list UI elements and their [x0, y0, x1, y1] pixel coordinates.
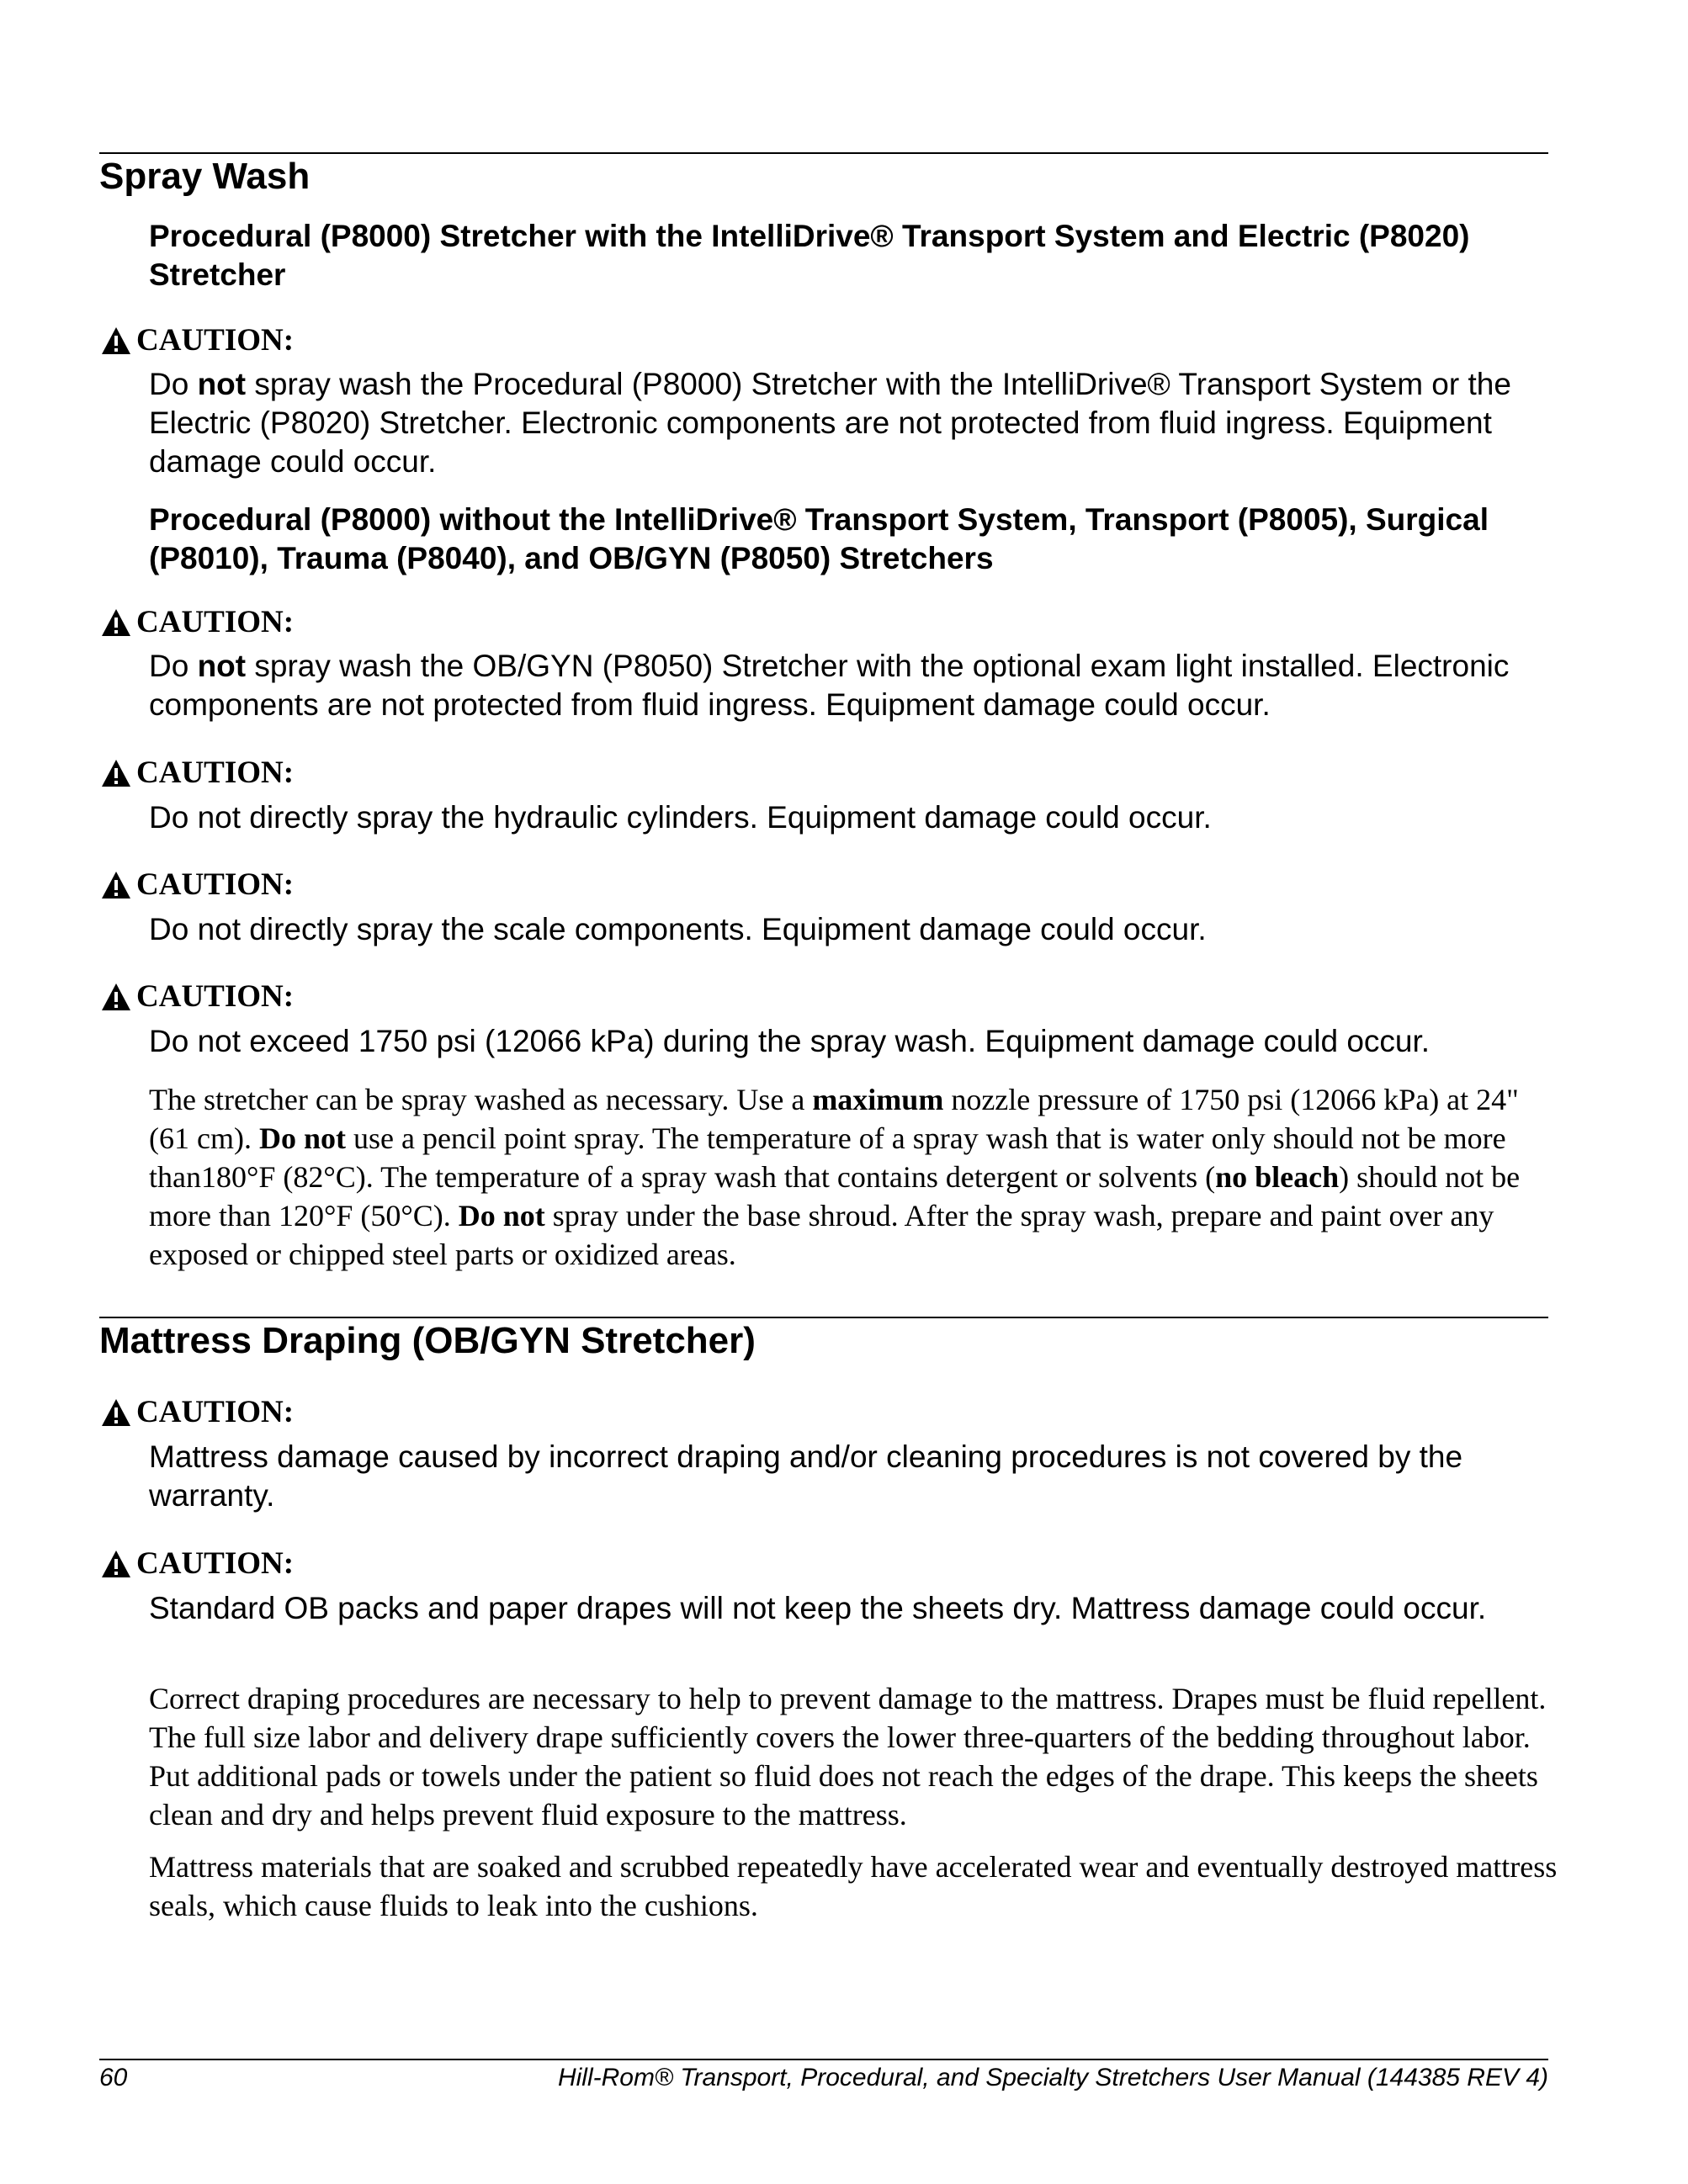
caution-label: CAUTION: — [136, 605, 295, 639]
page-number: 60 — [99, 2064, 128, 2091]
warning-triangle-icon — [101, 759, 131, 787]
caution-text: Do not spray wash the Procedural (P8000) Stretcher with the IntelliDrive® Transport System or the Electric (P8020) Stretcher. Electronic components are not protected from fluid ingress. Equipment damage could occur. — [149, 367, 1511, 479]
section-heading-mattress-draping: Mattress Draping (OB/GYN Stretcher) — [99, 1320, 756, 1361]
section-divider-top — [99, 152, 1548, 154]
caution-text: Do not spray wash the OB/GYN (P8050) Stretcher with the optional exam light installed. Electronic components are not protected from fluid ingress. Equipment damage could occur. — [149, 649, 1510, 722]
footer-divider — [99, 2059, 1548, 2060]
draping-paragraph: Correct draping procedures are necessary to help to prevent damage to the mattress. Drapes must be fluid repellent. The full size labor and delivery drape sufficiently covers the lower three-quarters of the bedding throughout labor. Put additional pads or towels under the patient so fluid does not reach the edges of the drape. This keeps the sheets clean and dry and helps prevent fluid exposure to the mattress. — [149, 1682, 1547, 1831]
caution-header — [101, 1545, 294, 1582]
caution-label: CAUTION: — [136, 323, 295, 358]
caution-header — [101, 604, 294, 641]
section-heading-spray-wash: Spray Wash — [99, 156, 311, 197]
caution-header — [101, 978, 294, 1015]
warning-triangle-icon — [101, 871, 131, 899]
caution-label: CAUTION: — [136, 755, 295, 790]
footer-title: Hill-Rom® Transport, Procedural, and Specialty Stretchers User Manual (144385 REV 4) — [557, 2064, 1548, 2091]
warning-triangle-icon — [101, 326, 131, 355]
caution-text: Mattress damage caused by incorrect draping and/or cleaning procedures is not covered by the warranty. — [149, 1439, 1463, 1513]
caution-header — [101, 755, 294, 792]
caution-text: Do not directly spray the scale components. Equipment damage could occur. — [149, 912, 1207, 946]
warning-triangle-icon — [101, 1550, 131, 1578]
caution-label: CAUTION: — [136, 1546, 295, 1581]
caution-label: CAUTION: — [136, 1395, 295, 1429]
caution-label: CAUTION: — [136, 979, 295, 1014]
mattress-wear-paragraph: Mattress materials that are soaked and scrubbed repeatedly have accelerated wear and eventually destroyed mattress seals, which cause fluids to leak into the cushions. — [149, 1850, 1558, 1922]
subheading-other-stretchers: Procedural (P8000) without the IntelliDrive® Transport System, Transport (P8005), Surgical (P8010), Trauma (P8040), and OB/GYN (P8050) Stretchers — [149, 502, 1489, 575]
warning-triangle-icon — [101, 608, 131, 637]
subheading-intellidrive-electric: Procedural (P8000) Stretcher with the IntelliDrive® Transport System and Electric (P8020) Stretcher — [149, 219, 1470, 292]
section-divider — [99, 1317, 1548, 1318]
caution-label: CAUTION: — [136, 867, 295, 902]
caution-text: Do not directly spray the hydraulic cylinders. Equipment damage could occur. — [149, 800, 1212, 835]
spray-wash-body-paragraph: The stretcher can be spray washed as necessary. Use a maximum nozzle pressure of 1750 psi (12066 kPa) at 24" (61 cm). Do not use a pencil point spray. The temperature of a spray wash that is water only should not be more than180°F (82°C). The temperature of a spray wash that contains detergent or solvents (no bleach) should not be more than 120°F (50°C). Do not spray under the base shroud. After the spray wash, prepare and paint over any exposed or chipped steel parts or oxidized areas. — [149, 1083, 1521, 1271]
caution-text: Do not exceed 1750 psi (12066 kPa) during the spray wash. Equipment damage could occur. — [149, 1024, 1431, 1058]
caution-text: Standard OB packs and paper drapes will not keep the sheets dry. Mattress damage could occur. — [149, 1591, 1487, 1625]
caution-header — [101, 322, 294, 359]
caution-header — [101, 867, 294, 904]
caution-header — [101, 1394, 294, 1431]
warning-triangle-icon — [101, 1398, 131, 1427]
warning-triangle-icon — [101, 983, 131, 1011]
